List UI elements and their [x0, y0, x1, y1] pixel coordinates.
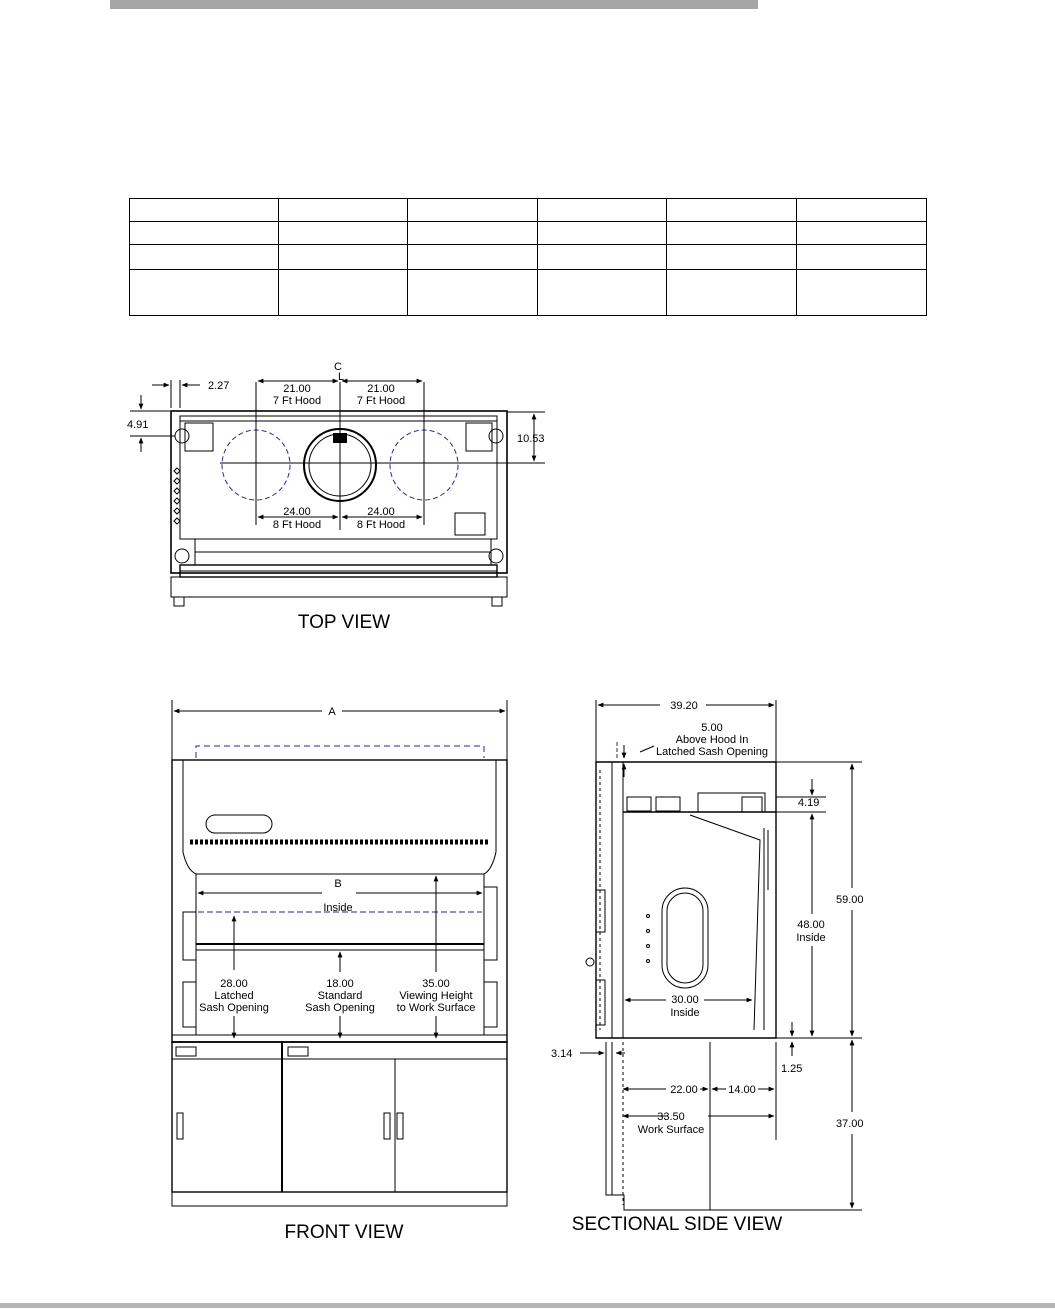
centerline-l: L — [338, 371, 345, 383]
above-line2: Latched Sash Opening — [656, 746, 768, 758]
standard-line2: Sash Opening — [305, 1002, 375, 1014]
dim-1-25: 1.25 — [781, 1063, 803, 1075]
side-view-title: SECTIONAL SIDE VIEW — [571, 1214, 783, 1235]
dim-24-right: 24.00 — [367, 506, 395, 518]
latched-line1: Latched — [214, 990, 254, 1002]
dim-21-right-note: 7 Ft Hood — [356, 395, 406, 407]
dim-21-left: 21.00 — [283, 383, 311, 395]
dim-59: 59.00 — [836, 894, 864, 906]
dim-24-right-note: 8 Ft Hood — [356, 519, 406, 531]
footer-rule — [0, 1303, 1055, 1308]
dim-4-91: 4.91 — [127, 419, 149, 431]
dim-48-value: 48.00 — [797, 919, 825, 931]
latched-value: 28.00 — [220, 978, 248, 990]
standard-value: 18.00 — [326, 978, 354, 990]
viewing-line1: Viewing Height — [399, 990, 473, 1002]
front-view-title: FRONT VIEW — [284, 1222, 404, 1243]
viewing-value: 35.00 — [422, 978, 450, 990]
dim-b: B — [334, 878, 342, 890]
dim-30-value: 30.00 — [671, 994, 699, 1006]
dim-30-label: Inside — [670, 1007, 700, 1019]
dim-37: 37.00 — [836, 1118, 864, 1130]
dim-39-20: 39.20 — [670, 700, 698, 712]
side-view — [580, 700, 862, 1210]
above-line1: Above Hood In — [675, 734, 749, 746]
front-view — [172, 700, 507, 1206]
top-view-title: TOP VIEW — [297, 612, 391, 633]
latched-line2: Sash Opening — [199, 1002, 269, 1014]
dim-21-right: 21.00 — [367, 383, 395, 395]
dim-4-19: 4.19 — [798, 797, 820, 809]
dim-33-label: Work Surface — [637, 1124, 705, 1136]
dim-2-27: 2.27 — [208, 380, 230, 392]
dim-3-14: 3.14 — [551, 1048, 573, 1060]
dim-21-left-note: 7 Ft Hood — [272, 395, 322, 407]
dim-33-value: 33.50 — [657, 1111, 685, 1123]
centerline-c: C — [334, 361, 342, 373]
dim-10-53: 10.53 — [517, 433, 545, 445]
above-value: 5.00 — [701, 722, 723, 734]
inside-label: Inside — [323, 902, 353, 914]
dim-24-left: 24.00 — [283, 506, 311, 518]
dim-14: 14.00 — [728, 1084, 756, 1096]
dim-48-label: Inside — [796, 932, 826, 944]
viewing-line2: to Work Surface — [396, 1002, 476, 1014]
standard-line1: Standard — [317, 990, 363, 1002]
dim-24-left-note: 8 Ft Hood — [272, 519, 322, 531]
top-view — [130, 380, 545, 606]
dim-22: 22.00 — [670, 1084, 698, 1096]
dim-a: A — [328, 706, 336, 718]
